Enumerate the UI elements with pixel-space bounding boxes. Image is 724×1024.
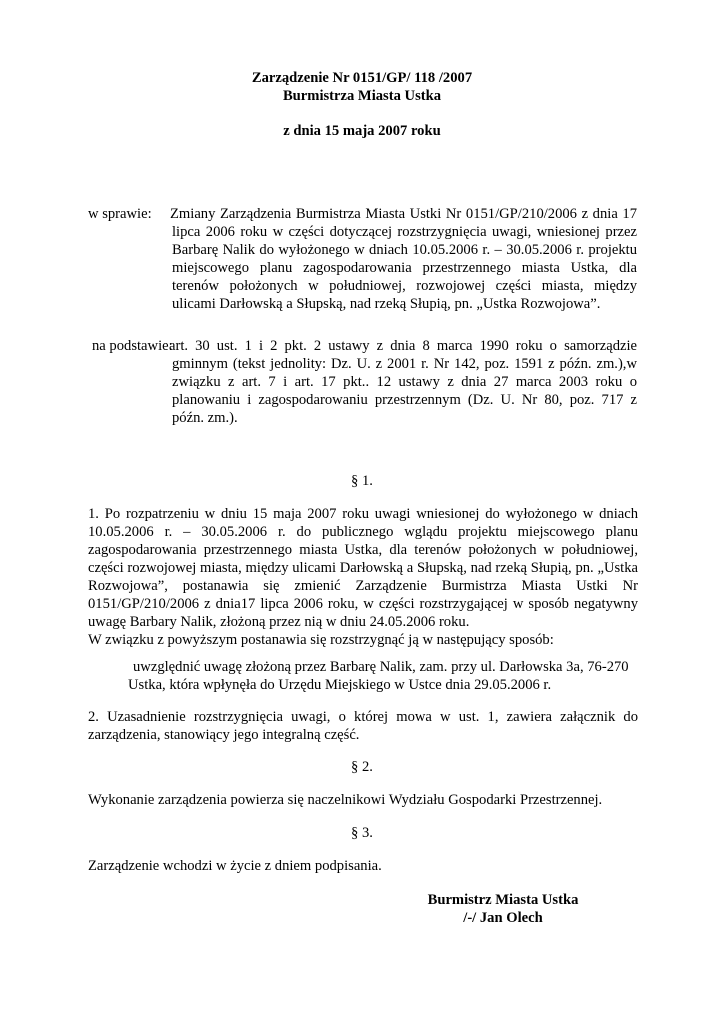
signature-title: Burmistrz Miasta Ustka xyxy=(427,892,579,908)
legal-basis-label: na podstawie: xyxy=(92,338,173,354)
paragraph-line: 1. Po rozpatrzeniu w dniu 15 maja 2007 roku uwagi wniesionej do wyłożonego w dniach xyxy=(88,506,638,522)
title-line-1: Zarządzenie Nr 0151/GP/ 118 /2007 xyxy=(251,70,473,86)
paragraph-line: 10.05.2006 r. – 30.05.2006 r. do publicznego wglądu projektu miejscowego planu xyxy=(88,524,638,540)
title-line-2: Burmistrza Miasta Ustka xyxy=(282,88,442,104)
paragraph-line: zagospodarowania przestrzennego miasta Ustka, dla terenów położonych w południowej, xyxy=(88,542,638,558)
subject-line: miejscowego planu zagospodarowania przestrzennego miasta Ustka, dla xyxy=(172,260,637,276)
subject-line: Zmiany Zarządzenia Burmistrza Miasta Ustki Nr 0151/GP/210/2006 z dnia 17 xyxy=(170,206,637,222)
decision-line: uwzględnić uwagę złożoną przez Barbarę Nalik, zam. przy ul. Darłowska 3a, 76-270 xyxy=(133,659,629,675)
paragraph-line: uwagę Barbary Nalik, złożoną przez nią w dniu 24.05.2006 roku. xyxy=(88,614,470,630)
subject-line: lipca 2006 roku w części dotyczącej rozstrzygnięcia uwagi, wniesionej przez xyxy=(172,224,637,240)
paragraph-line: 2. Uzasadnienie rozstrzygnięcia uwagi, o której mowa w ust. 1, zawiera załącznik do xyxy=(88,709,638,725)
section-2-heading: § 2. xyxy=(351,759,373,775)
legal-basis-line: art. 30 ust. 1 i 2 pkt. 2 ustawy z dnia 8 marca 1990 roku o samorządzie xyxy=(169,338,637,354)
section-2-text: Wykonanie zarządzenia powierza się naczelnikowi Wydziału Gospodarki Przestrzennej. xyxy=(88,792,603,808)
paragraph-line: 0151/GP/210/2006 z dnia17 lipca 2006 roku, w części rozstrzygającej w sposób negatywny xyxy=(88,596,638,612)
legal-basis-line: gminnym (tekst jednolity: Dz. U. z 2001 r. Nr 142, poz. 1591 z późn. zm.),w xyxy=(172,356,637,372)
document-title xyxy=(0,69,724,105)
decision-line: Ustka, która wpłynęła do Urzędu Miejskiego w Ustce dnia 29.05.2006 r. xyxy=(128,677,552,693)
signature-name: /-/ Jan Olech xyxy=(463,910,543,926)
legal-basis-line: późn. zm.). xyxy=(172,410,238,426)
paragraph-line: części rozwojowej miasta, między ulicami Darłowską a Słupską, nad rzeką Słupią, pn. „Ustka xyxy=(88,560,638,576)
paragraph-line: W związku z powyższym postanawia się rozstrzygnąć ją w następujący sposób: xyxy=(88,632,554,648)
paragraph-line: zarządzenia, stanowiący jego integralną część. xyxy=(88,727,360,743)
signature-block xyxy=(403,891,603,927)
legal-basis-line: planowaniu i zagospodarowaniu przestrzennym (Dz. U. Nr 80, poz. 717 z xyxy=(172,392,637,408)
legal-basis-text xyxy=(169,337,637,427)
document-date: z dnia 15 maja 2007 roku xyxy=(283,123,441,139)
paragraph-line: Rozwojowa”, postanawia się zmienić Zarządzenie Burmistrza Miasta Ustki Nr xyxy=(88,578,638,594)
subject-line: ulicami Darłowską a Słupską, nad rzeką Słupią, pn. „Ustka Rozwojowa”. xyxy=(172,296,601,312)
decision-text xyxy=(128,658,648,694)
subject-text xyxy=(172,205,637,313)
legal-basis-line: związku z art. 7 i art. 17 pkt.. 12 ustawy z dnia 27 marca 2003 roku o xyxy=(172,374,637,390)
section-3-heading: § 3. xyxy=(351,825,373,841)
subject-line: Barbarę Nalik do wyłożonego w dniach 10.05.2006 r. – 30.05.2006 r. projektu xyxy=(172,242,637,258)
section-1-heading: § 1. xyxy=(351,473,373,489)
subject-label: w sprawie: xyxy=(88,206,152,222)
section-1-paragraph-2 xyxy=(88,708,638,744)
section-3-text: Zarządzenie wchodzi w życie z dniem podpisania. xyxy=(88,858,382,874)
subject-line: terenów położonych w południowej, rozwojowej części miasta, między xyxy=(172,278,637,294)
section-1-paragraph-1 xyxy=(88,505,638,649)
